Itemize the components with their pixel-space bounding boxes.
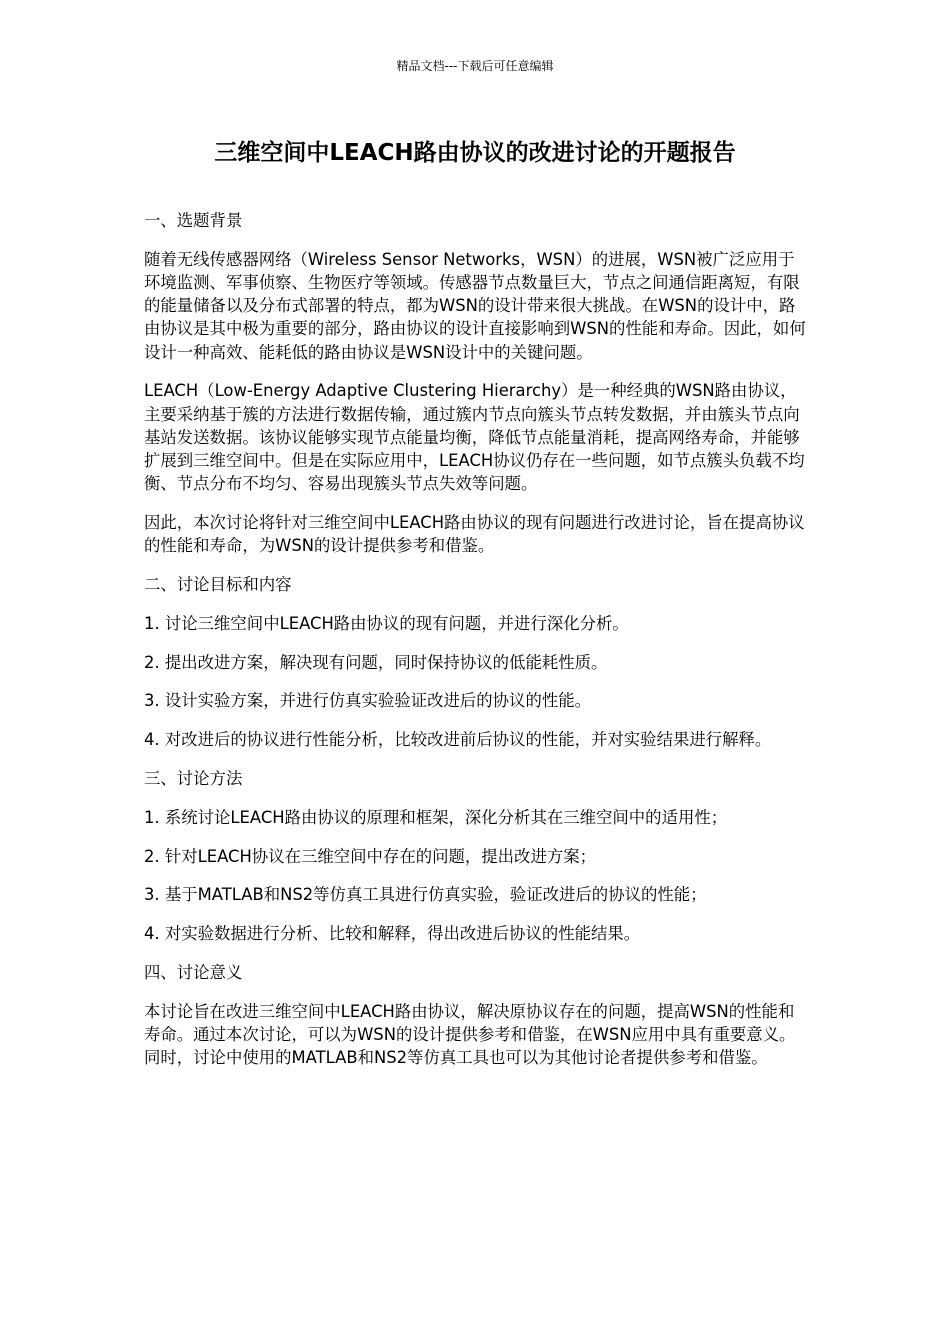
paragraph: LEACH（Low-Energy Adaptive Clustering Hierarchy）是一种经典的WSN路由协议，主要采纳基于簇的方法进行数据传输，通过簇内节点向簇头节点转发数据，并由簇头节点向基站发送数据。该协议能够实现节点能量均衡，降低节点能量消耗，提高网络寿命，并能够扩展到三维空间中。但是在实际应用中，LEACH协议仍存在一些问题，如节点簇头负载不均衡、节点分布不均匀、容易出现簇头节点失效等问题。 [144, 381, 805, 494]
list-item: 4. 对实验数据进行分析、比较和解释，得出改进后协议的性能结果。 [144, 924, 641, 944]
section-heading-background: 一、选题背景 [144, 211, 243, 230]
paragraph: 本讨论旨在改进三维空间中LEACH路由协议，解决原协议存在的问题，提高WSN的性能和寿命。通过本次讨论，可以为WSN的设计提供参考和借鉴，在WSN应用中具有重要意义。同时，讨论中使用的MATLAB和NS2等仿真工具也可以为其他讨论者提供参考和借鉴。 [144, 1001, 796, 1068]
list-item: 2. 针对LEACH协议在三维空间中存在的问题，提出改进方案； [144, 846, 597, 866]
section-heading-goals: 二、讨论目标和内容 [144, 575, 292, 595]
paragraph: 因此，本次讨论将针对三维空间中LEACH路由协议的现有问题进行改进讨论，旨在提高协议的性能和寿命，为WSN的设计提供参考和借鉴。 [144, 513, 805, 556]
paragraph: 随着无线传感器网络（Wireless Sensor Networks，WSN）的进展，WSN被广泛应用于环境监测、军事侦察、生物医疗等领域。传感器节点数量巨大，节点之间通信距离短，有限的能量储备以及分布式部署的特点，都为WSN的设计带来很大挑战。在WSN的设计中，路由协议是其中极为重要的部分，路由协议的设计直接影响到WSN的性能和寿命。因此，如何设计一种高效、能耗低的路由协议是WSN设计中的关键问题。 [144, 249, 806, 362]
list-item: 4. 对改进后的协议进行性能分析，比较改进前后协议的性能，并对实验结果进行解释。 [144, 730, 772, 750]
section-heading-methods: 三、讨论方法 [144, 769, 243, 788]
list-item: 3. 设计实验方案，并进行仿真实验验证改进后的协议的性能。 [144, 691, 592, 711]
list-item: 3. 基于MATLAB和NS2等仿真工具进行仿真实验，验证改进后的协议的性能； [144, 885, 707, 905]
list-item: 1. 讨论三维空间中LEACH路由协议的现有问题，并进行深化分析。 [144, 613, 629, 633]
section-heading-significance: 四、讨论意义 [144, 962, 243, 982]
list-item: 1. 系统讨论LEACH路由协议的原理和框架，深化分析其在三维空间中的适用性； [144, 807, 728, 827]
document-body [144, 209, 808, 1085]
header-note: 精品文档---下载后可任意编辑 [396, 59, 554, 73]
list-item: 2. 提出改进方案，解决现有问题，同时保持协议的低能耗性质。 [144, 652, 608, 672]
document-title: 三维空间中LEACH路由协议的改进讨论的开题报告 [214, 140, 736, 166]
